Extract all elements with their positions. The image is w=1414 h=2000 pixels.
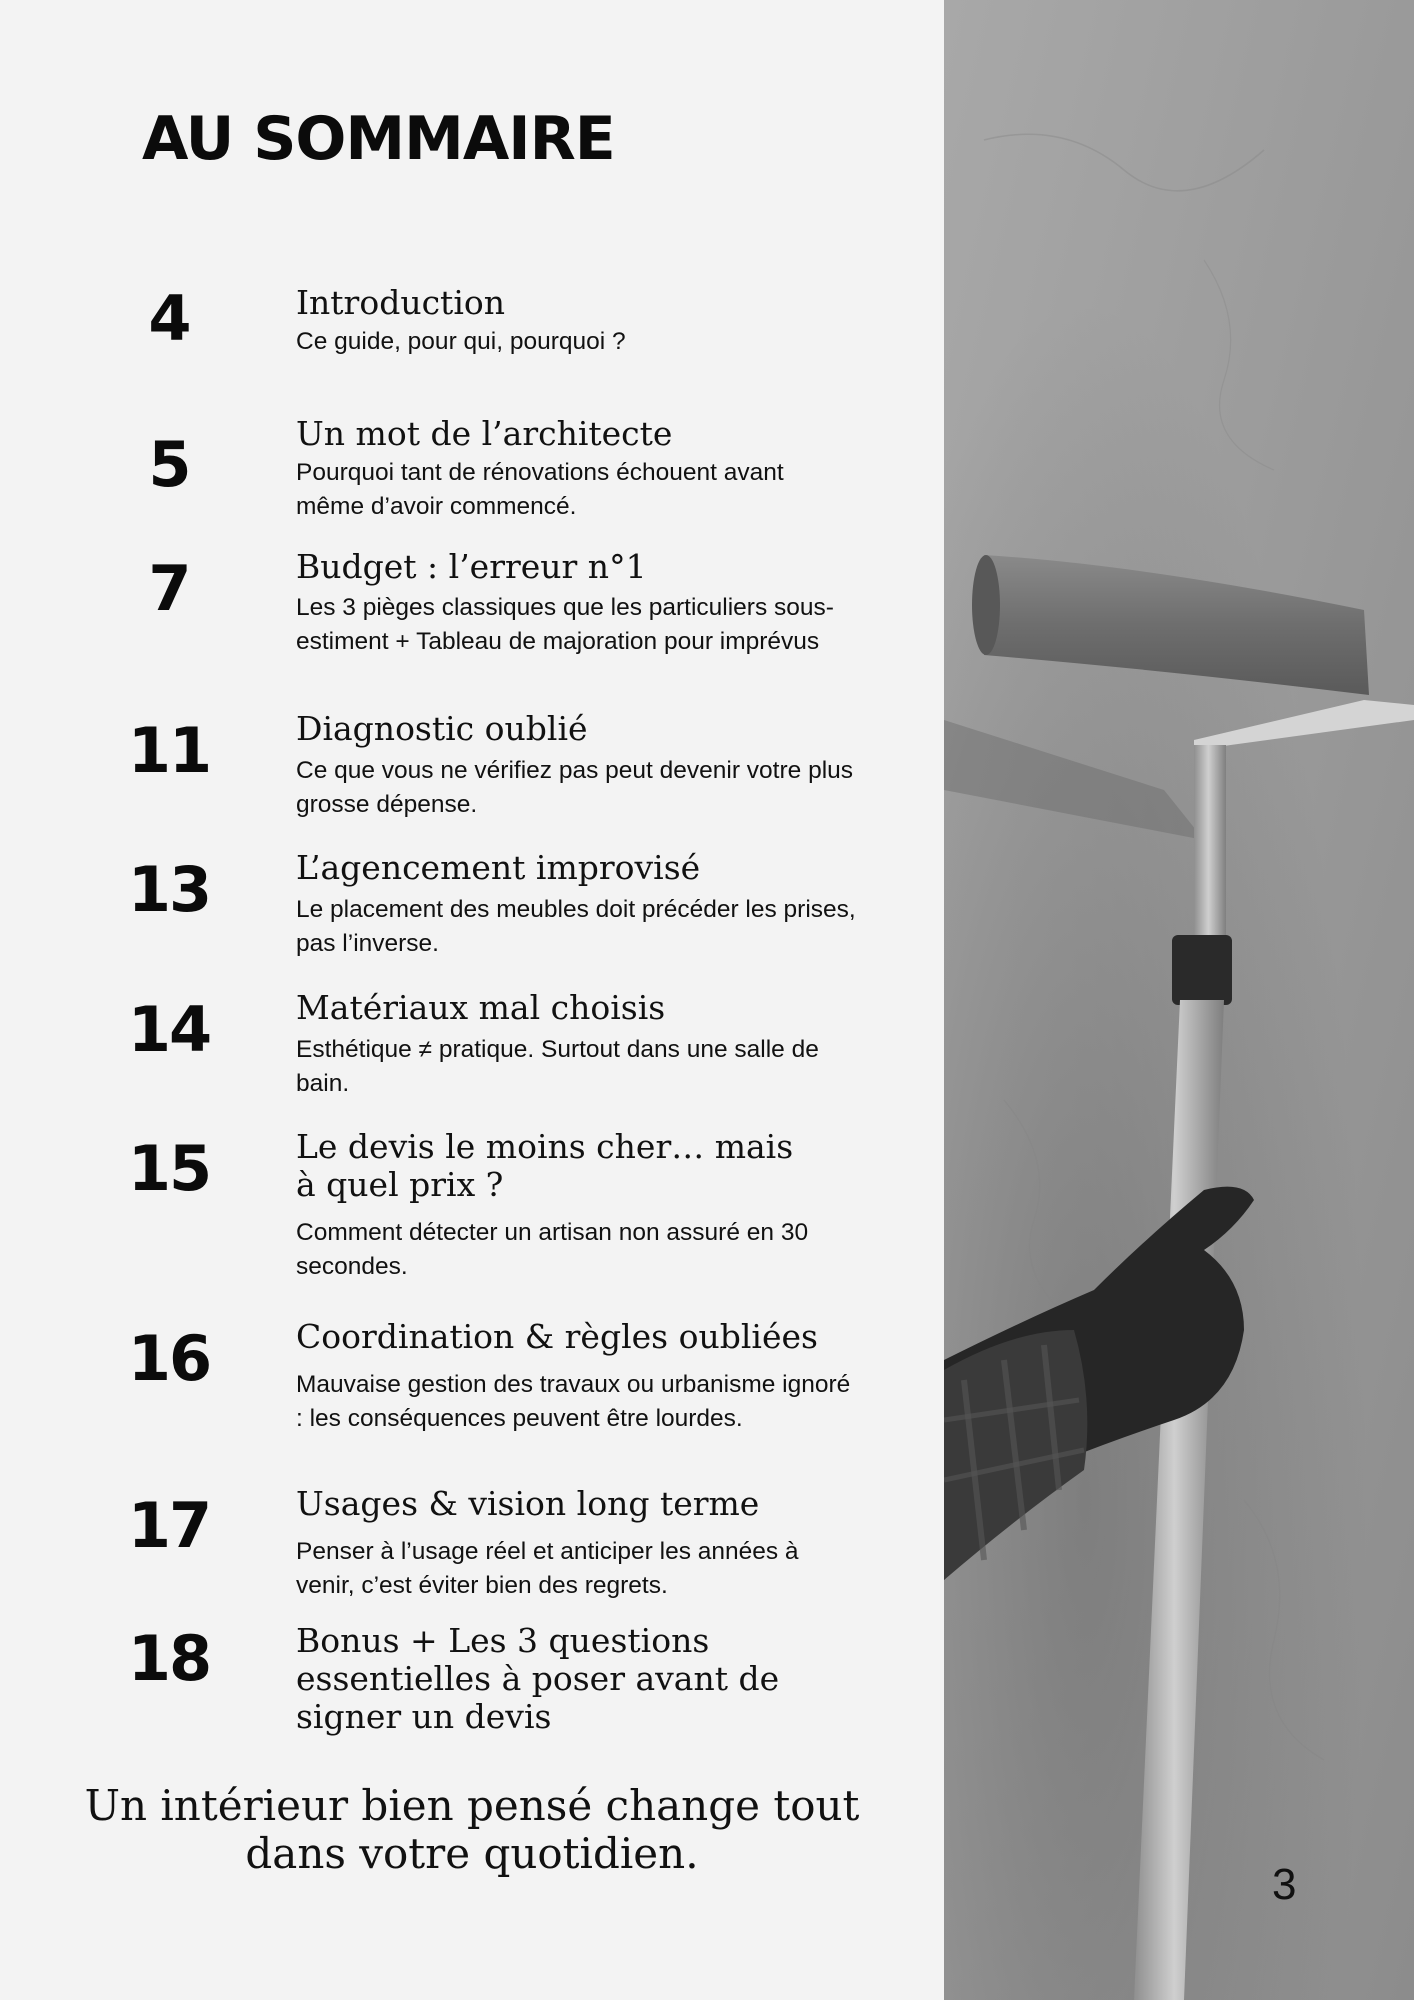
page-title: AU SOMMAIRE [142, 104, 615, 174]
paint-roller-illustration [944, 0, 1414, 2000]
toc-description: Le placement des meubles doit précéder les prises, pas l’inverse. [296, 896, 856, 957]
toc-description: Pourquoi tant de rénovations échouent avant même d’avoir commencé. [296, 459, 784, 520]
page-number: 3 [1272, 1860, 1297, 1909]
toc-heading: Le devis le moins cher… mais à quel prix ? [296, 1127, 794, 1204]
toc-description: Ce guide, pour qui, pourquoi ? [296, 328, 626, 355]
toc-heading: Un mot de l’architecte [296, 414, 673, 453]
toc-page-number: 4 [148, 282, 190, 355]
pole-joint [1172, 935, 1232, 1005]
toc-page-number: 7 [148, 552, 190, 625]
toc-description: Les 3 pièges classiques que les particuliers sous-estiment + Tableau de majoration pour imprévus [296, 594, 834, 655]
toc-page-number: 15 [127, 1132, 211, 1205]
toc-page-number: 16 [127, 1322, 211, 1395]
toc-description: Penser à l’usage réel et anticiper les années à venir, c’est éviter bien des regrets. [296, 1538, 799, 1599]
toc-heading: Coordination & règles oubliées [296, 1317, 818, 1356]
toc-heading: Matériaux mal choisis [296, 988, 666, 1027]
toc-heading: Diagnostic oublié [296, 709, 588, 748]
toc-page-number: 17 [127, 1489, 211, 1562]
toc-heading: Budget : l’erreur n°1 [296, 547, 647, 586]
toc-page-number: 13 [127, 853, 211, 926]
toc-heading: Introduction [296, 283, 505, 322]
toc-heading: Usages & vision long terme [296, 1484, 760, 1523]
tagline-line-2: dans votre quotidien. [245, 1829, 699, 1878]
toc-page-number: 11 [127, 714, 211, 787]
toc-description: Mauvaise gestion des travaux ou urbanisme ignoré : les conséquences peuvent être lourdes. [296, 1371, 851, 1432]
tagline [80, 1782, 864, 1878]
toc-heading: L’agencement improvisé [296, 848, 701, 887]
toc-page-number: 5 [148, 428, 190, 501]
toc-description: Comment détecter un artisan non assuré en 30 secondes. [296, 1219, 809, 1280]
toc-description: Ce que vous ne vérifiez pas peut devenir votre plus grosse dépense. [296, 757, 854, 818]
toc-heading: Bonus + Les 3 questions essentielles à poser avant de signer un devis [296, 1621, 780, 1736]
toc-description: Esthétique ≠ pratique. Surtout dans une salle de bain. [296, 1036, 819, 1097]
tagline-line-1: Un intérieur bien pensé change tout [84, 1781, 860, 1830]
toc-page-number: 18 [127, 1622, 211, 1695]
toc-page-number: 14 [127, 993, 211, 1066]
roller-pole [1194, 745, 1226, 960]
paint-roller-photo [944, 0, 1414, 2000]
